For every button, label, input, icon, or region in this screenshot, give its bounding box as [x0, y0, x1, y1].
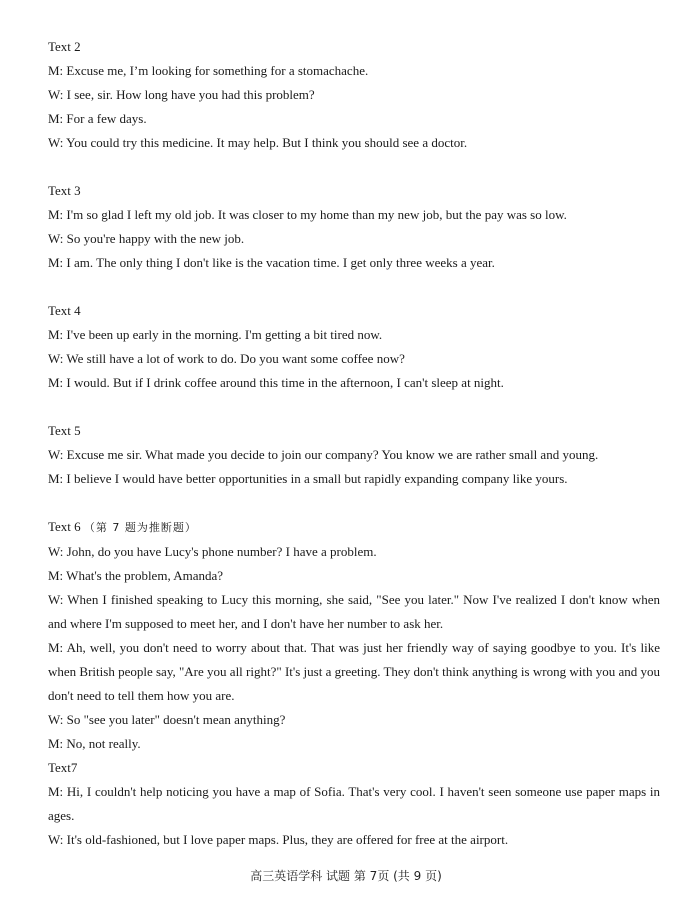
dialogue-line: W: I see, sir. How long have you had this problem?	[48, 87, 315, 102]
dialogue-line: W: So you're happy with the new job.	[48, 231, 245, 246]
section-gap	[48, 491, 660, 515]
section-note: （第 7 题为推断题）	[83, 521, 197, 534]
text-2-section	[48, 35, 660, 155]
dialogue-paragraph: M: Ah, well, you don't need to worry about that. That was just her friendly way of saying goodbye to you. It's like when British people say, "Are you all right?" It's just a greeting. They don't think anything is wrong with you and you don't need to tell them how you are.	[48, 640, 660, 703]
text-7-section	[48, 756, 660, 852]
dialogue-line: M: For a few days.	[48, 111, 147, 126]
dialogue-line: W: John, do you have Lucy's phone number? I have a problem.	[48, 544, 377, 559]
dialogue-line: M: I'm so glad I left my old job. It was closer to my home than my new job, but the pay was so low.	[48, 207, 567, 222]
section-heading: Text 6	[48, 519, 81, 534]
transcript-page	[48, 35, 660, 852]
dialogue-line: M: I would. But if I drink coffee around this time in the afternoon, I can't sleep at night.	[48, 375, 504, 390]
section-heading-row	[48, 515, 660, 540]
text-6-section	[48, 515, 660, 756]
text-5-section	[48, 419, 660, 491]
dialogue-line: M: I've been up early in the morning. I'm getting a bit tired now.	[48, 327, 383, 342]
dialogue-paragraph: M: Hi, I couldn't help noticing you have a map of Sofia. That's very cool. I haven't seen someone use paper maps in ages.	[48, 784, 660, 823]
dialogue-line: W: Excuse me sir. What made you decide to join our company? You know we are rather small and young.	[48, 447, 599, 462]
dialogue-line: W: We still have a lot of work to do. Do you want some coffee now?	[48, 351, 405, 366]
section-heading: Text7	[48, 760, 78, 775]
dialogue-line: M: Excuse me, I’m looking for something for a stomachache.	[48, 63, 369, 78]
dialogue-line: M: No, not really.	[48, 736, 141, 751]
section-heading: Text 5	[48, 423, 81, 438]
page-footer: 高三英语学科 试题 第 7页 (共 9 页)	[250, 869, 442, 883]
text-4-section	[48, 299, 660, 395]
dialogue-line: M: What's the problem, Amanda?	[48, 568, 224, 583]
section-heading: Text 4	[48, 303, 81, 318]
dialogue-line: W: You could try this medicine. It may help. But I think you should see a doctor.	[48, 135, 468, 150]
section-heading: Text 3	[48, 183, 81, 198]
section-heading: Text 2	[48, 39, 81, 54]
dialogue-line: W: So "see you later" doesn't mean anything?	[48, 712, 286, 727]
dialogue-line: M: I believe I would have better opportunities in a small but rapidly expanding company like yours.	[48, 471, 568, 486]
section-gap	[48, 275, 660, 299]
dialogue-paragraph: W: When I finished speaking to Lucy this morning, she said, "See you later." Now I've realized I don't know when and where I'm supposed to meet her, and I don't have her number to ask her.	[48, 592, 660, 631]
text-3-section	[48, 179, 660, 275]
section-gap	[48, 155, 660, 179]
dialogue-line: W: It's old-fashioned, but I love paper maps. Plus, they are offered for free at the airport.	[48, 832, 509, 847]
dialogue-line: M: I am. The only thing I don't like is the vacation time. I get only three weeks a year.	[48, 255, 495, 270]
section-gap	[48, 395, 660, 419]
